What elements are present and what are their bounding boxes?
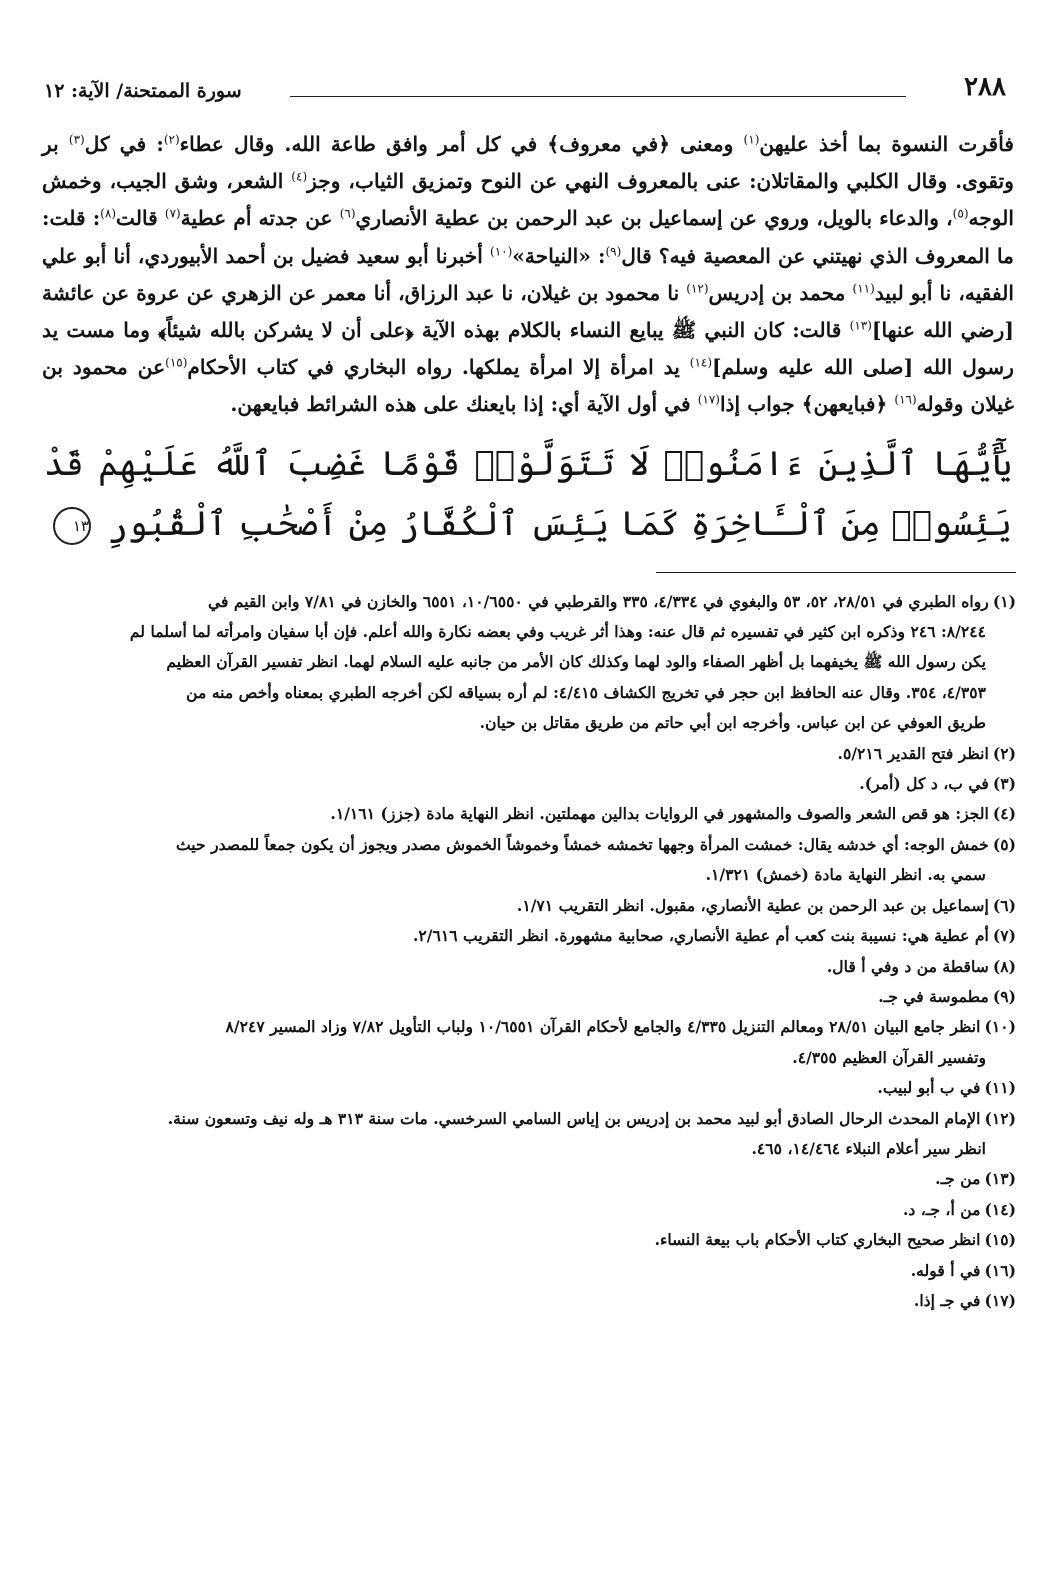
footnote-text: من جـ. bbox=[935, 1169, 981, 1189]
footnote bbox=[40, 891, 1016, 921]
footnote bbox=[40, 921, 1016, 951]
text-span: ومعنى bbox=[670, 132, 744, 156]
text-span: فأقرت النسوة بما أخذ عليهن bbox=[759, 132, 1014, 156]
footnote-text: إسماعيل بن عبد الرحمن بن عطية الأنصاري، مقبول. انظر التقريب ١/٧١. bbox=[516, 895, 989, 915]
footnote-text: من أ، جـ، د. bbox=[902, 1199, 981, 1219]
footnote bbox=[40, 1104, 1016, 1134]
footnote-continuation: يكن رسول الله ﷺ يخيفهما بل أظهر الصفاء والود لهما وكذلك كان الأمر من جانبه عليه السلام لهما. انظر تفسير القرآن العظيم bbox=[166, 652, 986, 672]
footnote-continuation: سمي به. انظر النهاية مادة (خمش) ١/٣٢١. bbox=[705, 865, 986, 885]
footnote-ref: (١) bbox=[743, 132, 760, 147]
book-page bbox=[40, 70, 1016, 1553]
ayah-number-marker: ١٣ bbox=[53, 507, 91, 545]
footnote-text: في جـ إذا. bbox=[913, 1290, 981, 1310]
footnote-number: (٦) bbox=[992, 895, 1016, 915]
footnote-ref: (١٧) bbox=[697, 392, 720, 407]
footnote-ref: (١١) bbox=[852, 281, 875, 296]
footnote-ref: (٣) bbox=[68, 132, 85, 147]
quran-quote: ﴿على أن لا يشركن بالله شيئاً﴾ bbox=[158, 318, 414, 343]
footnote-text: ساقطة من د وفي أ قال. bbox=[826, 956, 989, 976]
footnote-number: (٧) bbox=[992, 926, 1016, 946]
footnote bbox=[40, 769, 1016, 799]
footnote-text: في ب أبو لبيب. bbox=[877, 1078, 981, 1098]
footnote-number: (٨) bbox=[992, 956, 1016, 976]
footnote-text: في أ قوله. bbox=[910, 1260, 981, 1280]
footnote bbox=[40, 1012, 1016, 1042]
footnote-ref: (١٠) bbox=[490, 243, 513, 258]
footnotes-list bbox=[40, 587, 1016, 1317]
footnote-text: انظر جامع البيان ٢٨/٥١ ومعالم التنزيل ٤/٣٣٥ والجامع لأحكام القرآن ١٠/٦٥٥١ ولباب التأويل ٧/٨٢ وزاد المسير ٨/٢٤٧ bbox=[225, 1017, 981, 1037]
text-span: قالت bbox=[116, 206, 165, 231]
footnote-text: الإمام المحدث الرحال الصادق أبو لبيد محمد بن إدريس بن إياس السامي السرخسي. مات سنة ٣١٣ هـ وله نيف وتسعون سنة. bbox=[167, 1108, 981, 1128]
footnote bbox=[40, 1286, 1016, 1316]
text-span: قالت: كان النبي ﷺ يبايع النساء بالكلام بهذه الآية bbox=[413, 318, 850, 343]
verse-text: يَٰٓأَيُّهَا ٱلَّذِينَ ءَامَنُوا۟ لَا تَتَوَلَّوْا۟ قَوْمًا غَضِبَ ٱللَّهُ عَلَيْهِمْ قَدْ يَئِسُوا۟ مِنَ ٱلْـَٔاخِرَةِ كَمَا يَئِسَ ٱلْكُفَّارُ مِنْ أَصْحَٰبِ ٱلْقُبُورِ bbox=[44, 443, 1012, 544]
footnote-continuation: ٤/٣٥٣، ٣٥٤. وقال عنه الحافظ ابن حجر في تخريج الكشاف ٤/٤١٥: لم أره بسياقه لكن أخرجه الطبري بمعناه وأخص منه من bbox=[186, 682, 986, 702]
text-span: وما مست يد رسول الله [صلى الله عليه وسلم] bbox=[42, 318, 1014, 380]
footnote bbox=[40, 799, 1016, 829]
text-span: في كل أمر وافق طاعة الله. وقال عطاء bbox=[179, 132, 548, 156]
footnote-ref: (٢) bbox=[163, 132, 180, 147]
header-rule bbox=[290, 96, 906, 97]
footnote-text: مطموسة في جـ. bbox=[878, 986, 989, 1006]
text-span: : «النياحة» bbox=[512, 243, 606, 268]
text-span: : قلت: ما المعروف الذي نهيتني عن المعصية فيه؟ قال bbox=[42, 206, 1014, 268]
footnote-ref: (٤) bbox=[291, 169, 308, 184]
text-span: يد امرأة إلا امرأة يملكها. رواه البخاري في كتاب الأحكام bbox=[187, 355, 690, 380]
quran-quote: ﴿في معروف﴾ bbox=[547, 132, 671, 156]
text-span: نا محمود بن غيلان، نا عبد الرزاق، أنا معمر عن الزهري عن عروة عن عائشة [رضي الله عنها] bbox=[42, 280, 1014, 343]
text-span: في أول الآية أي: إذا بايعنك على هذه الشرائط فبايعهن. bbox=[230, 392, 698, 417]
footnote-number: (٥) bbox=[992, 834, 1016, 854]
quran-verse bbox=[40, 434, 1016, 554]
footnote bbox=[40, 739, 1016, 769]
main-paragraph bbox=[40, 126, 1016, 424]
running-title: سورة الممتحنة/ الآية: ١٢ bbox=[44, 80, 242, 102]
footnote-text: الجز: هو قص الشعر والصوف والمشهور في الروايات بدالين مهملتين. انظر النهاية مادة (جزز) ١/١٦١. bbox=[330, 804, 989, 824]
footnote-ref: (٦) bbox=[339, 206, 356, 221]
footnote-ref: (١٥) bbox=[165, 355, 188, 370]
footnote-text: انظر صحيح البخاري كتاب الأحكام باب بيعة النساء. bbox=[654, 1230, 981, 1250]
running-header bbox=[40, 70, 1016, 110]
footnote-number: (١١) bbox=[984, 1078, 1016, 1098]
quran-quote: ﴿فبايعهن﴾ bbox=[801, 392, 888, 417]
footnote bbox=[40, 830, 1016, 860]
text-span: عن جدته أم عطية bbox=[180, 206, 340, 231]
footnote bbox=[40, 1195, 1016, 1225]
footnote bbox=[40, 1073, 1016, 1103]
footnote-continuation: وتفسير القرآن العظيم ٤/٣٥٥. bbox=[792, 1047, 986, 1067]
page-number: ٢٨٨ bbox=[964, 72, 1006, 102]
footnote-number: (١٥) bbox=[984, 1230, 1016, 1250]
text-span: عن محمود بن غيلان وقوله bbox=[42, 355, 1014, 417]
footnote-number: (١٠) bbox=[984, 1017, 1016, 1037]
footnote-ref: (١٤) bbox=[689, 355, 713, 370]
footnote-text: في ب، د كل (أمر). bbox=[859, 774, 989, 794]
text-span: بر وتقوى. وقال الكلبي والمقاتلان: عنى بالمعروف النهي عن النوح وتمزيق الثياب، وجز bbox=[42, 132, 1014, 194]
text-span: ، والدعاء بالويل، وروي عن إسماعيل بن عبد الرحمن بن عطية الأنصاري bbox=[355, 206, 953, 231]
footnote-ref: (٩) bbox=[605, 243, 622, 258]
footnote-text: رواه الطبري في ٢٨/٥١، ٥٢، ٥٣ والبغوي في ٤/٣٣٤، ٣٣٥ والقرطبي في ١٠/٦٥٥٠، ٦٥٥١ والخازن في ٧/٨١ وابن القيم في bbox=[208, 591, 989, 611]
footnote bbox=[40, 587, 1016, 617]
footnote-continuation: انظر سير أعلام النبلاء ١٤/٤٦٤، ٤٦٥. bbox=[751, 1138, 986, 1158]
footnote-ref: (٧) bbox=[164, 206, 181, 221]
text-span: محمد بن إدريس bbox=[708, 280, 853, 305]
footnote-number: (١) bbox=[992, 591, 1016, 611]
footnote bbox=[40, 1225, 1016, 1255]
footnote-number: (٩) bbox=[992, 986, 1016, 1006]
footnote-number: (١٦) bbox=[984, 1260, 1016, 1280]
footnote bbox=[40, 982, 1016, 1012]
footnote-ref: (١٦) bbox=[894, 392, 917, 407]
footnote-number: (١٣) bbox=[984, 1169, 1016, 1189]
footnote-number: (١٤) bbox=[984, 1199, 1016, 1219]
footnote-continuation: ٨/٢٤٤: ٢٤٦ وذكره ابن كثير في تفسيره ثم قال عنه: وهذا أثر غريب وفي بعضه نكارة والله أعلم. فإن أبا سفيان وامرأته لما أسلما لم bbox=[129, 622, 986, 642]
footnote bbox=[40, 1256, 1016, 1286]
footnotes-separator bbox=[656, 572, 1016, 573]
footnote-ref: (١٣) bbox=[849, 318, 872, 333]
footnote-number: (٣) bbox=[992, 774, 1016, 794]
text-span: الشعر، وشق الجيب، وخمش الوجه bbox=[42, 169, 1014, 231]
text-span: : في كل bbox=[84, 132, 164, 156]
footnote-number: (٤) bbox=[992, 804, 1016, 824]
footnote-text: أم عطية هي: نسيبة بنت كعب أم عطية الأنصاري، صحابية مشهورة. انظر التقريب ٢/٦١٦. bbox=[412, 926, 989, 946]
footnote-number: (١٢) bbox=[984, 1108, 1016, 1128]
text-span: أخبرنا أبو سعيد فضيل بن أحمد الأبيوردي، أنا أبو علي الفقيه، نا أبو لبيد bbox=[42, 243, 1014, 305]
footnote-number: (١٧) bbox=[984, 1290, 1016, 1310]
text-span: جواب إذا bbox=[719, 392, 802, 417]
footnote-text: انظر فتح القدير ٥/٢١٦. bbox=[837, 743, 989, 763]
footnote bbox=[40, 1164, 1016, 1194]
footnote-ref: (٥) bbox=[952, 206, 969, 221]
footnote-text: خمش الوجه: أي خدشه يقال: خمشت المرأة وجهها تخمشه خمشاً وخموشاً الخموش مصدر ويجوز أن يكون جمعاً للمصدر حيث bbox=[176, 834, 989, 854]
footnote bbox=[40, 952, 1016, 982]
footnote-ref: (١٢) bbox=[686, 281, 709, 296]
footnote-ref: (٨) bbox=[100, 206, 116, 221]
footnote-continuation: طريق العوفي عن ابن عباس. وأخرجه ابن أبي حاتم من طريق مقاتل بن حيان. bbox=[479, 713, 986, 733]
footnote-number: (٢) bbox=[992, 743, 1016, 763]
